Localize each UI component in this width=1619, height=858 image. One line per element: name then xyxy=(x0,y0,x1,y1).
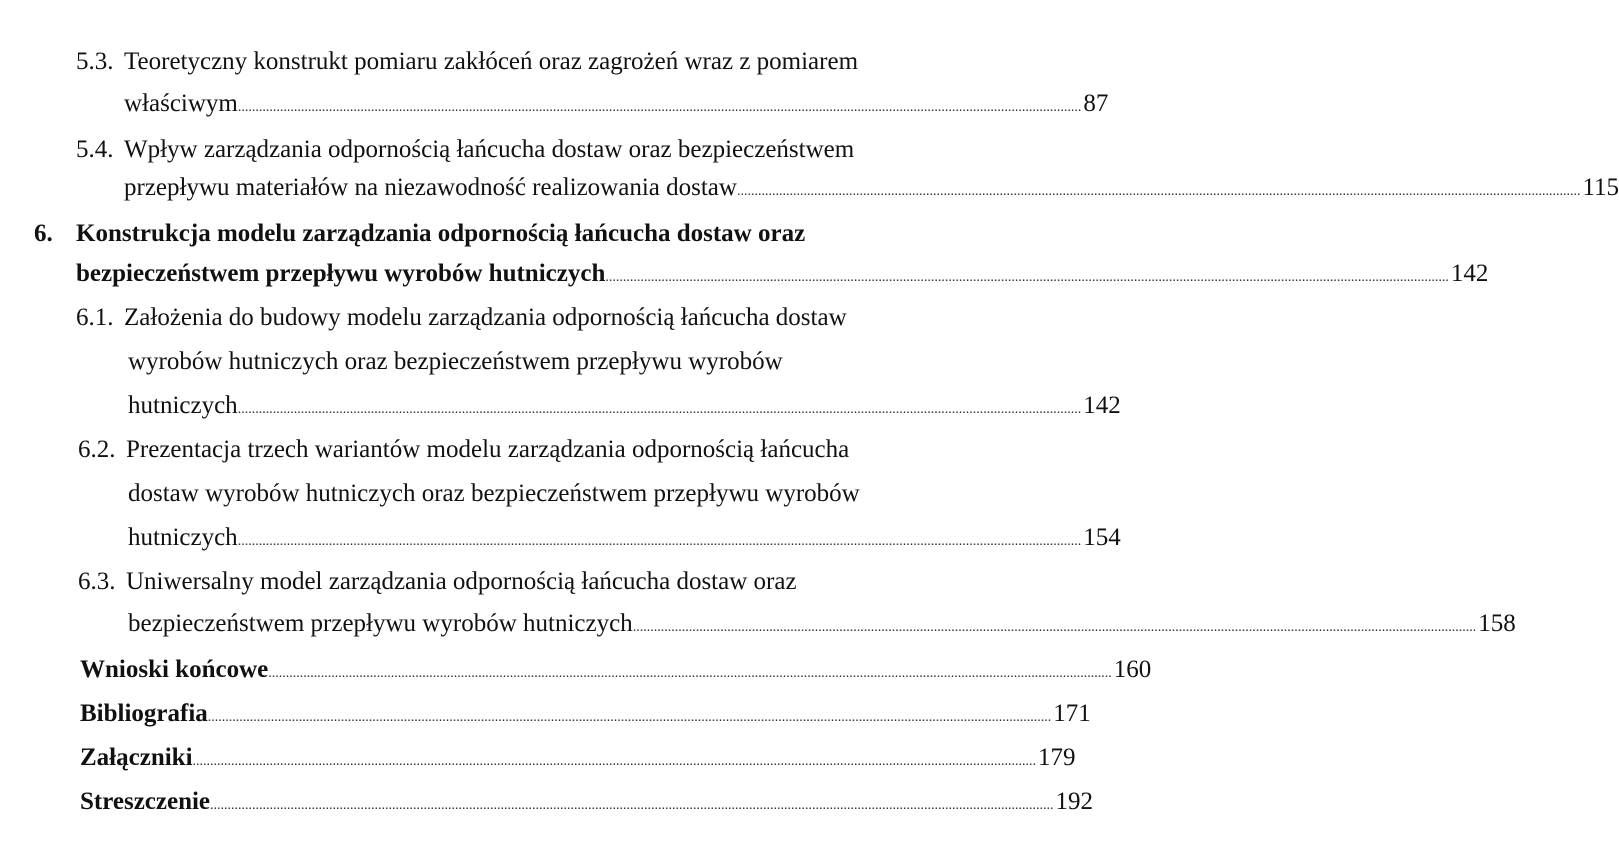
toc-entry-title: Teoretyczny konstrukt pomiaru zakłóceń oraz zagrożeń wraz z pomiarem xyxy=(124,48,859,75)
toc-entry-title: bezpieczeństwem przepływu wyrobów hutniczych xyxy=(128,610,633,637)
toc-page-number: 160 xyxy=(1113,656,1152,683)
dot-leader: ................................................................................................................................................................................................................................................. xyxy=(605,270,1449,285)
toc-entry-6-1-line-3 xyxy=(128,388,1121,424)
toc-entry-title: Prezentacja trzech wariantów modelu zarządzania odpornością łańcucha xyxy=(126,436,850,463)
toc-entry-streszczenie xyxy=(80,784,1094,820)
toc-entry-title: Streszczenie xyxy=(80,788,211,815)
toc-entry-title: Założenia do budowy modelu zarządzania odpornością łańcucha dostaw xyxy=(124,304,847,331)
dot-leader: ................................................................................................................................................................................................................................................. xyxy=(192,754,1037,769)
toc-entry-title: Wpływ zarządzania odpornością łańcucha dostaw oraz bezpieczeństwem xyxy=(124,136,855,163)
dot-leader: ................................................................................................................................................................................................................................................. xyxy=(207,710,1052,725)
toc-entry-title: Załączniki xyxy=(80,744,193,771)
toc-page-number: 142 xyxy=(1450,260,1489,287)
toc-entry-title: Konstrukcja modelu zarządzania odpornością łańcucha dostaw oraz xyxy=(76,220,806,247)
toc-page-number: 154 xyxy=(1083,524,1121,551)
toc-entry-title: Uniwersalny model zarządzania odpornością łańcucha dostaw oraz xyxy=(126,568,797,595)
toc-page-number: 192 xyxy=(1055,788,1094,815)
dot-leader: ................................................................................................................................................................................................................................................. xyxy=(268,666,1112,681)
toc-entry-6-line-2 xyxy=(76,256,1489,292)
toc-entry-title: dostaw wyrobów hutniczych oraz bezpieczeństwem przepływu wyrobów xyxy=(128,480,860,507)
toc-entry-title: bezpieczeństwem przepływu wyrobów hutniczych xyxy=(76,260,606,287)
toc-entry-wnioski xyxy=(80,652,1152,688)
dot-leader: ................................................................................................................................................................................................................................................. xyxy=(237,100,1082,115)
toc-entry-5-4-line-2 xyxy=(124,170,1619,206)
dot-leader: ................................................................................................................................................................................................................................................. xyxy=(736,184,1581,199)
toc-page-number: 158 xyxy=(1478,610,1516,637)
toc-entry-title: wyrobów hutniczych oraz bezpieczeństwem przepływu wyrobów xyxy=(128,348,783,375)
toc-entry-6-2-line-3 xyxy=(128,520,1121,556)
toc-entry-6-3-line-2 xyxy=(128,606,1516,642)
dot-leader: ................................................................................................................................................................................................................................................. xyxy=(210,798,1054,813)
toc-entry-title: właściwym xyxy=(124,90,238,117)
toc-page-number: 87 xyxy=(1083,90,1109,117)
toc-entry-zalaczniki xyxy=(80,740,1076,776)
toc-page-number: 142 xyxy=(1083,392,1121,419)
dot-leader: ................................................................................................................................................................................................................................................. xyxy=(237,534,1082,549)
toc-entry-number: 6. xyxy=(34,220,53,247)
toc-entry-title: hutniczych xyxy=(128,392,238,419)
toc-entry-bibliografia xyxy=(80,696,1091,732)
dot-leader: ................................................................................................................................................................................................................................................. xyxy=(632,620,1477,635)
toc-entry-title: Bibliografia xyxy=(80,700,208,727)
toc-entry-5-3-line-2 xyxy=(124,86,1109,122)
toc-entry-title: Wnioski końcowe xyxy=(80,656,269,683)
toc-entry-title: hutniczych xyxy=(128,524,238,551)
toc-page-number: 115 xyxy=(1582,174,1619,201)
toc-entry-title: przepływu materiałów na niezawodność realizowania dostaw xyxy=(124,174,737,201)
dot-leader: ................................................................................................................................................................................................................................................. xyxy=(237,402,1082,417)
toc-page-number: 171 xyxy=(1053,700,1091,727)
toc-entry-number: 6.2. xyxy=(78,436,116,463)
toc-entry-number: 5.3. xyxy=(76,48,114,75)
toc-entry-number: 6.3. xyxy=(78,568,116,595)
toc-entry-number: 5.4. xyxy=(76,136,114,163)
toc-entry-number: 6.1. xyxy=(76,304,114,331)
toc-page-number: 179 xyxy=(1038,744,1076,771)
